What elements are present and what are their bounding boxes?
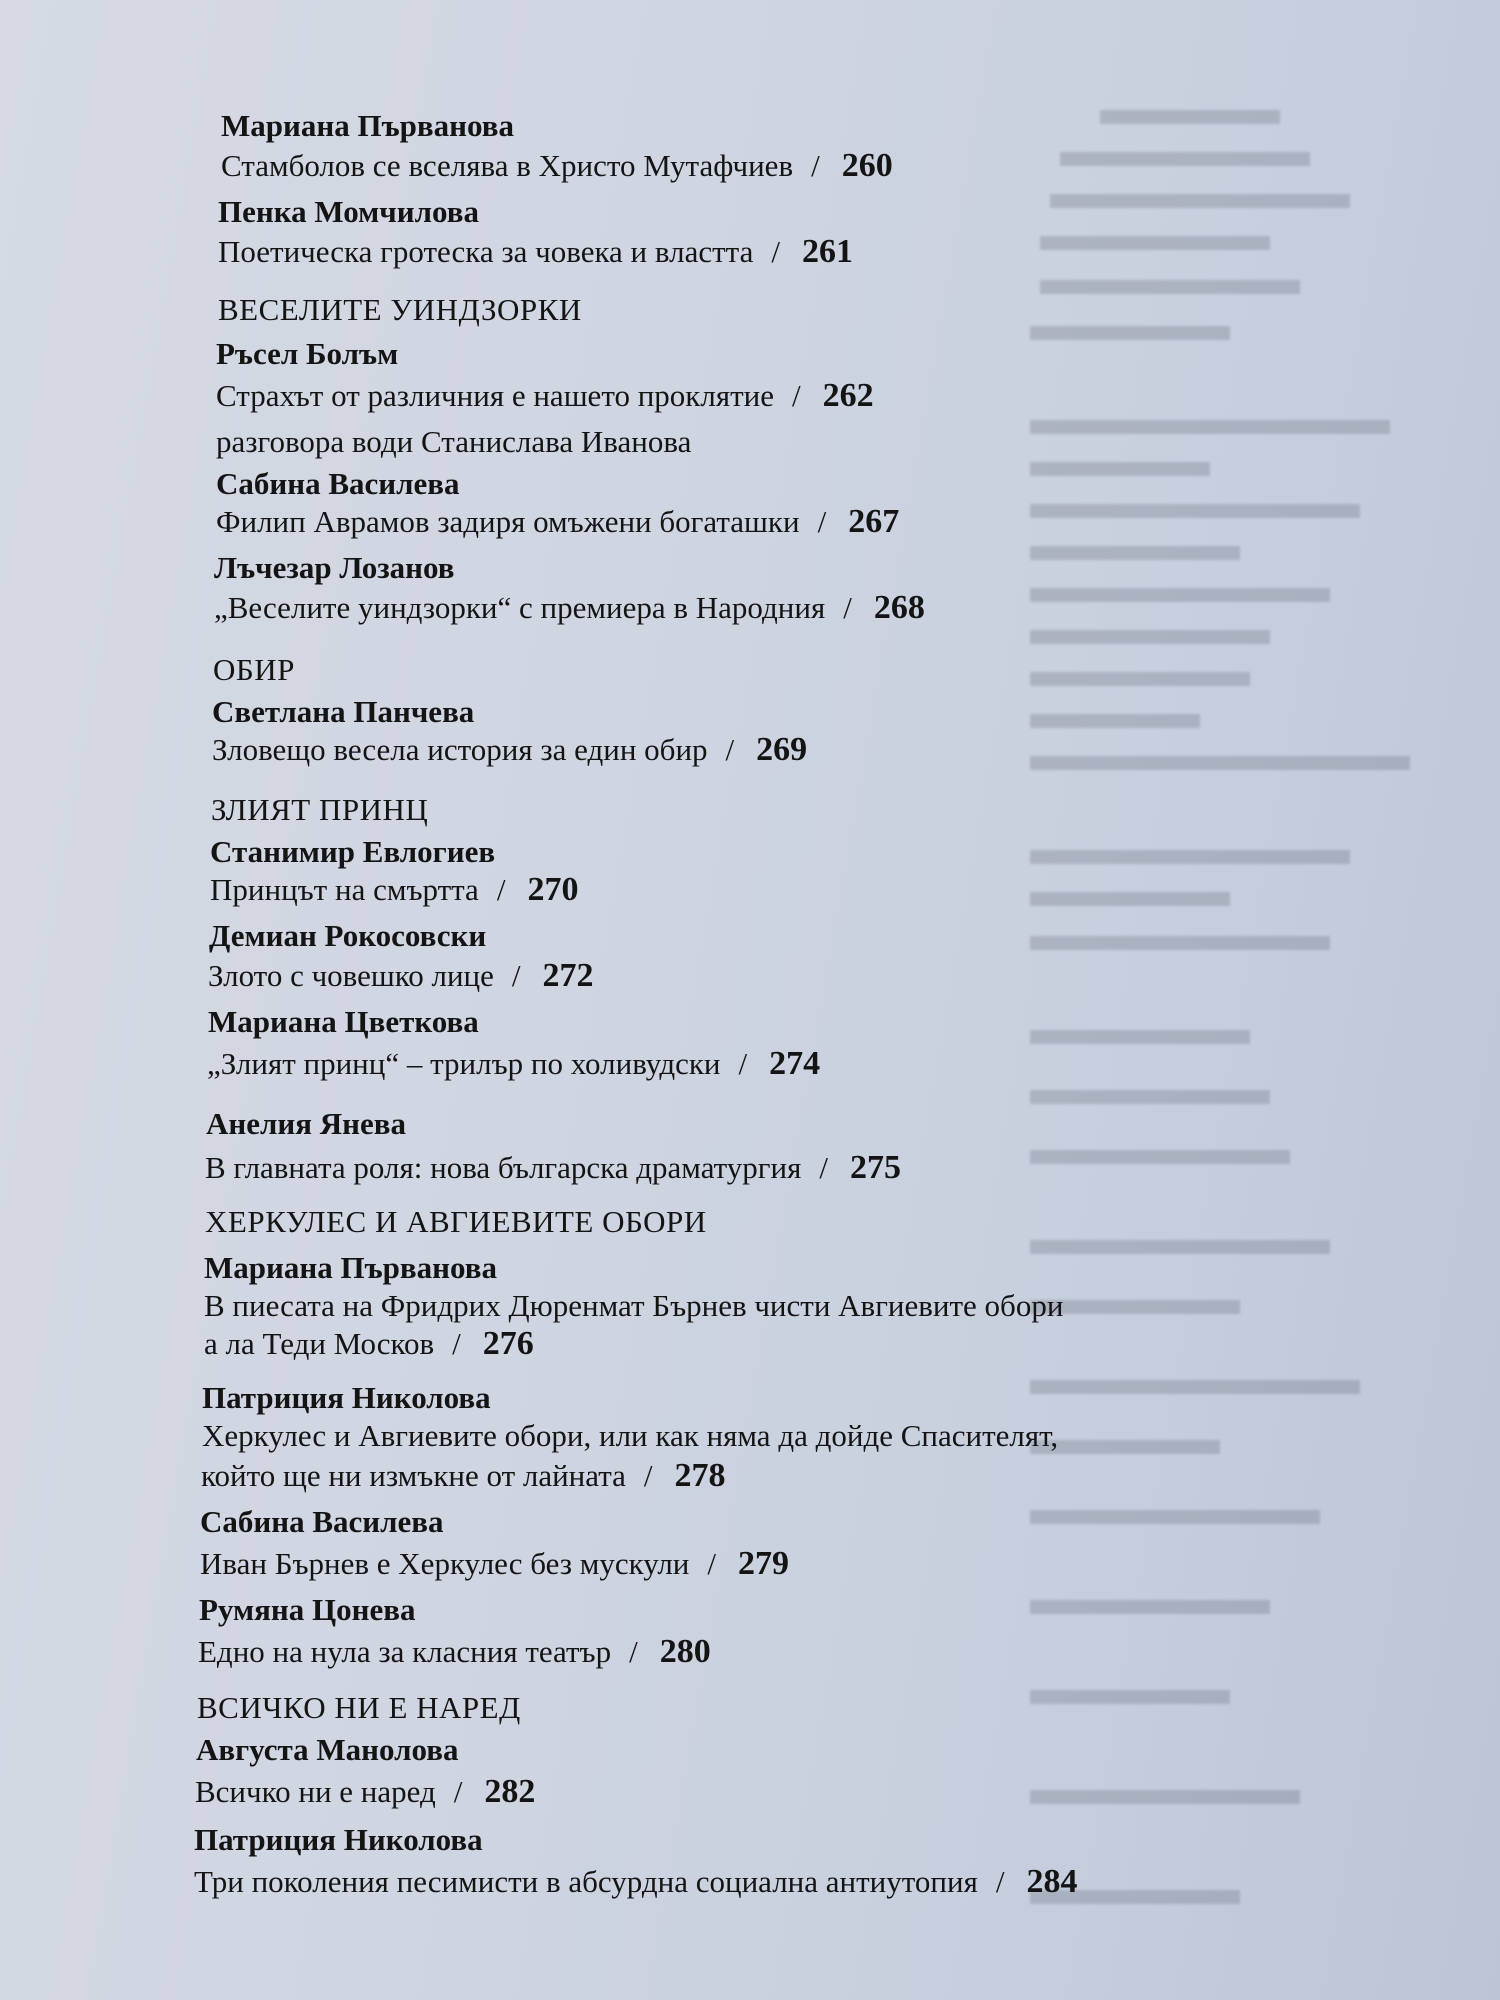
author-name [200,1504,444,1540]
entry-text: Принцът на смъртта [210,872,479,907]
entry-text: Херкулес и Авгиевите обори, или как няма да дойде Спасителят, [202,1418,1059,1453]
author-text: Патриция Николова [194,1822,483,1857]
page-number: 280 [659,1633,711,1670]
article-text-line [202,1418,1058,1454]
page-number: 260 [841,147,893,184]
author-name [218,194,479,230]
author-name [196,1732,458,1768]
article-title-line [201,1458,726,1494]
article-title-line [195,1774,535,1810]
author-text: Августа Манолова [196,1732,459,1767]
author-text: Светлана Панчева [212,694,475,729]
article-text-line [204,1288,1063,1324]
article-title-line [194,1864,1077,1900]
entry-text: а ла Теди Москов [204,1326,435,1361]
author-text: Патриция Николова [202,1380,491,1415]
page-separator: / [452,1326,461,1361]
entry-text: „Веселите уиндзорки“ с премиера в Народния [214,590,826,625]
entry-text: Три поколения песимисти в абсурдна социална антиутопия [194,1864,978,1899]
article-title-line [208,958,594,994]
page-number: 269 [756,731,808,768]
author-text: Сабина Василева [216,466,460,501]
entry-text: Злото с човешко лице [208,958,494,993]
entry-text: ЗЛИЯТ ПРИНЦ [211,792,429,827]
article-title-line [210,872,578,908]
entry-text: Стамболов се вселява в Христо Мутафчиев [221,148,794,183]
article-title-line [216,378,874,414]
author-text: Мариана Цветкова [208,1004,479,1039]
author-text: Станимир Евлогиев [210,834,496,869]
page-separator: / [811,148,820,183]
entry-text: Поетическа гротеска за човека и властта [218,234,754,269]
article-title-line [214,590,925,626]
author-text: Ръсел Болъм [216,336,399,371]
page-separator: / [819,1150,828,1185]
page-separator: / [496,872,506,907]
author-name [204,1250,497,1286]
entry-text: Всичко ни е наред [195,1774,436,1809]
entry-text: ВСИЧКО НИ Е НАРЕД [197,1690,521,1725]
page-number: 279 [738,1545,790,1582]
article-title-line [200,1546,789,1582]
page-separator: / [707,1546,717,1581]
page-separator: / [843,590,852,625]
author-name [206,1106,406,1142]
author-text: Мариана Първанова [204,1250,497,1285]
page-number: 272 [542,957,594,994]
page-number: 284 [1026,1863,1078,1900]
author-text: Демиан Рокосовски [209,918,487,953]
section-heading [205,1204,707,1240]
page-number: 268 [873,589,925,626]
page-number: 261 [801,233,853,270]
article-title-line [221,148,893,184]
page-separator: / [771,234,780,269]
entry-text: ХЕРКУЛЕС И АВГИЕВИТЕ ОБОРИ [205,1204,707,1239]
entry-text: Зловещо весела история за един обир [212,732,708,767]
section-heading [213,652,295,688]
entry-text: „Злият принц“ – трилър по холивудски [207,1046,721,1081]
entry-text: В пиесата на Фридрих Дюренмат Бърнев чисти Авгиевите обори [204,1288,1064,1323]
section-heading [218,292,582,328]
section-heading [211,792,428,828]
author-text: Лъчезар Лозанов [214,550,455,585]
page-separator: / [725,732,735,767]
page-separator: / [643,1458,653,1493]
author-text: Мариана Първанова [221,108,514,143]
author-name [209,918,486,954]
page-number: 276 [482,1325,534,1362]
author-name [199,1592,416,1628]
page-number: 282 [484,1773,536,1810]
article-title-line [204,1326,534,1362]
section-heading [197,1690,521,1726]
author-name [216,466,460,502]
page-number: 278 [674,1457,726,1494]
article-title-line [218,234,853,270]
article-title-line [212,732,807,768]
entry-text: разговора води Станислава Иванова [216,424,692,459]
article-text-line [216,424,691,460]
page-number: 262 [822,377,874,414]
page-number: 275 [849,1149,901,1186]
author-name [221,108,514,144]
entry-text: Иван Бърнев е Херкулес без мускули [200,1546,690,1581]
author-name [210,834,495,870]
article-title-line [205,1150,901,1186]
page-separator: / [792,378,801,413]
author-name [208,1004,479,1040]
entry-text: Филип Аврамов задиря омъжени богаташки [216,504,800,539]
author-text: Румяна Цонева [199,1592,416,1627]
article-title-line [216,504,899,540]
page-separator: / [453,1774,463,1809]
page-separator: / [511,958,521,993]
page-number: 274 [769,1045,821,1082]
entry-text: ВЕСЕЛИТЕ УИНДЗОРКИ [218,292,582,327]
author-name [202,1380,491,1416]
author-name [212,694,474,730]
page-number: 270 [527,871,579,908]
entry-text: ОБИР [213,652,295,687]
author-name [194,1822,483,1858]
page-separator: / [995,1864,1005,1899]
page-separator: / [629,1634,638,1669]
author-name [216,336,398,372]
author-text: Сабина Василева [200,1504,444,1539]
entry-text: който ще ни измъкне от лайната [201,1458,626,1493]
page-number: 267 [848,503,900,540]
entry-text: Страхът от различния е нашето проклятие [216,378,774,413]
page-separator: / [738,1046,748,1081]
author-text: Пенка Момчилова [218,194,479,229]
page-separator: / [817,504,827,539]
entry-text: В главната роля: нова българска драматургия [205,1150,802,1185]
author-text: Анелия Янева [206,1106,407,1141]
article-title-line [198,1634,711,1670]
author-name [214,550,454,586]
entry-text: Едно на нула за класния театър [198,1634,612,1669]
article-title-line [207,1046,820,1082]
